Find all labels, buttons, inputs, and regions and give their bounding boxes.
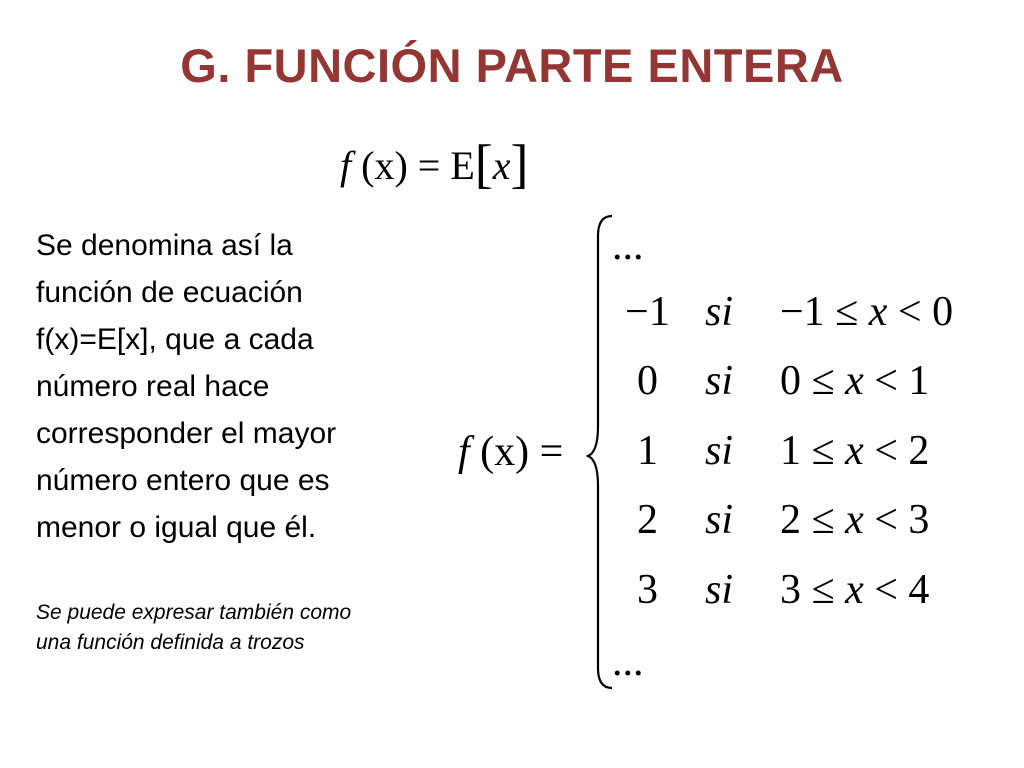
formula-close-bracket: ] [510, 134, 529, 194]
piecewise-f: f [458, 429, 470, 475]
formula-open-bracket: [ [474, 134, 493, 194]
formula-args: (x) = E [361, 143, 475, 188]
row-value: 3 [637, 567, 658, 613]
row-condition: 3 ≤ x < 4 [780, 567, 930, 613]
note-text: Se puede expresar también como una función definida a trozos [36, 601, 352, 654]
dots-bottom: ... [612, 639, 644, 685]
main-formula [340, 130, 529, 192]
row-value: 2 [637, 497, 658, 543]
row-value: 1 [637, 428, 658, 474]
description-text: Se denomina así la función de ecuación f(x)=E[x], que a cada número real hace corresponder el mayor número entero que es menor o igual que él. [36, 229, 337, 544]
formula-x: x [492, 143, 511, 188]
row-si: si [705, 567, 734, 613]
row-value: −1 [625, 289, 670, 335]
row-condition: 1 ≤ x < 2 [780, 428, 930, 474]
row-si: si [705, 289, 734, 335]
formula-f: f [340, 143, 352, 188]
row-si: si [705, 428, 734, 474]
dots-top: ... [612, 223, 644, 269]
row-si: si [705, 358, 734, 404]
row-si: si [705, 497, 734, 543]
piecewise-lhs [458, 428, 563, 476]
piecewise-lhs-rest: (x) = [480, 429, 564, 475]
row-condition: 0 ≤ x < 1 [780, 358, 930, 404]
slide-title: G. FUNCIÓN PARTE ENTERA [180, 39, 844, 92]
row-condition: 2 ≤ x < 3 [780, 497, 930, 543]
row-value: 0 [637, 358, 658, 404]
row-condition: −1 ≤ x < 0 [780, 289, 954, 335]
